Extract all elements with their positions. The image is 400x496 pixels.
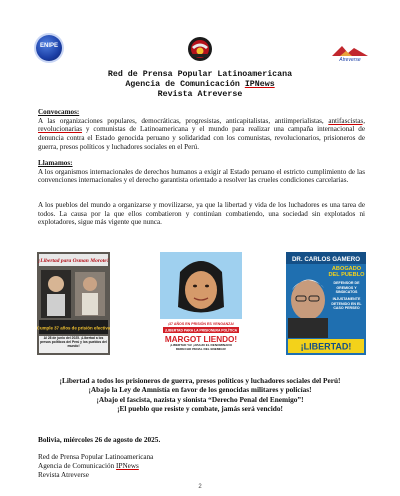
- convocamos-paragraph: [38, 117, 365, 152]
- enipe-logo-text: ENIPE: [39, 43, 58, 49]
- slogan-line: ¡Libertad a todos los prisioneros de guerra, presos políticos y luchadores sociales del Perú!: [59, 376, 341, 385]
- header-agency-prefix: Agencia de Comunicación: [125, 80, 245, 89]
- llamamos-label: [38, 159, 365, 168]
- header-magazine: Revista Atreverse: [157, 90, 243, 99]
- atreverse-logo-text: Atreverse: [339, 57, 361, 62]
- poster-carlos-gamero: [286, 252, 366, 355]
- poster3-desc1: DEFENSOR DE GREMIOS Y SINDICATOS: [333, 281, 360, 294]
- page-number: 2: [198, 484, 202, 490]
- convocamos-heading: Convocamos:: [38, 108, 80, 116]
- poster2-caption1: ¡37 AÑOS EN PRISIÓN ES VENGANZA!: [167, 322, 235, 326]
- slogan-line: ¡El pueblo que resiste y combate, jamás será vencido!: [117, 403, 283, 413]
- poster3-cta: ¡LIBERTAD!: [300, 341, 352, 352]
- signature-agency: [38, 462, 153, 471]
- header-agency: [0, 80, 400, 90]
- poster3-desc2: INJUSTAMENTE DETENIDO EN EL CASO PERSEO: [331, 297, 362, 310]
- poster-margot-liendo: [160, 252, 242, 355]
- signature-agency-prefix: Agencia de Comunicación: [38, 462, 117, 470]
- emblem-logo: [187, 36, 213, 62]
- convocamos-text-c: y comunistas de Latinoamericana y el mundo para realizar una campaña internacional de denuncia contra el Estado genocida peruano y solidaridad con los comunistas, revolucionarios, prisioneros de guerra, presos políticos y luchadores sociales en el Perú.: [38, 125, 365, 151]
- llamamos-paragraph-2: A los pueblos del mundo a organizarse y movilizarse, ya que la libertad y vida de los luchadores es una tarea de todos. La causa por la que ellos combatieron y continúan combatiendo, una sociedad sin explotados ni explotadores, sigue más vigente que nunca.: [38, 201, 365, 227]
- llamamos-heading: Llamamos:: [38, 159, 73, 167]
- convocamos-text-b: antifascistas, revolucionarias: [38, 116, 365, 134]
- llamamos-paragraph-1: A los organismos internacionales de derechos humanos a exigir al Estado peruano el estricto cumplimiento de las convenciones internacionales y el derecho garantista orientado a resolver las crueles condiciones carcelarias.: [38, 167, 365, 185]
- signature-org: Red de Prensa Popular Latinoamericana: [38, 453, 154, 461]
- header-agency-brand: IPNews: [244, 80, 275, 89]
- poster2-caption2: ¡LIBERTAD PARA LA PRISIONERA POLÍTICA: [164, 328, 238, 333]
- header-org: Red de Prensa Popular Latinoamericana: [107, 70, 293, 79]
- document-date: Bolivia, miércoles 26 de agosto de 2025.: [38, 435, 161, 444]
- signature-magazine: Revista Atreverse: [38, 471, 89, 479]
- signature-agency-brand: IPNews: [116, 462, 139, 470]
- poster2-name: MARGOT LIENDO!: [164, 335, 238, 344]
- poster1-caption: Al 28 de junio del 2025. ¡Libertad a los presos políticos del Perú y los pueblos del mundo!: [40, 336, 107, 348]
- convocamos-text-a: A las organizaciones populares, democráticas, progresistas, anticapitalistas, antiimperialistas,: [38, 116, 329, 125]
- slogan-line: ¡Abajo el fascista, nazista y sionista “Derecho Penal del Enemigo”!: [96, 394, 304, 404]
- poster1-title: ¡Libertad para Osman Morote!: [38, 258, 109, 264]
- poster2-caption3: ¡LIBERTAD YA! ¡ABAJO EL DENOMINADO DERECHO PENAL DEL ENEMIGO!: [169, 344, 233, 351]
- poster3-role: ABOGADO DEL PUEBLO: [328, 266, 365, 279]
- signature-block: [38, 453, 153, 480]
- convocamos-label: [38, 108, 365, 117]
- poster1-subtitle: Cumple 37 años de prisión efectiva: [37, 325, 110, 331]
- poster-osman-morote: [37, 252, 110, 355]
- enipe-logo: [36, 35, 62, 61]
- atreverse-logo: [330, 44, 370, 62]
- slogan-line: ¡Abajo la Ley de Amnistía en favor de los genocidas militares y policías!: [88, 385, 312, 395]
- slogans-block: [0, 376, 400, 413]
- poster3-name: DR. CARLOS GAMERO: [291, 256, 361, 263]
